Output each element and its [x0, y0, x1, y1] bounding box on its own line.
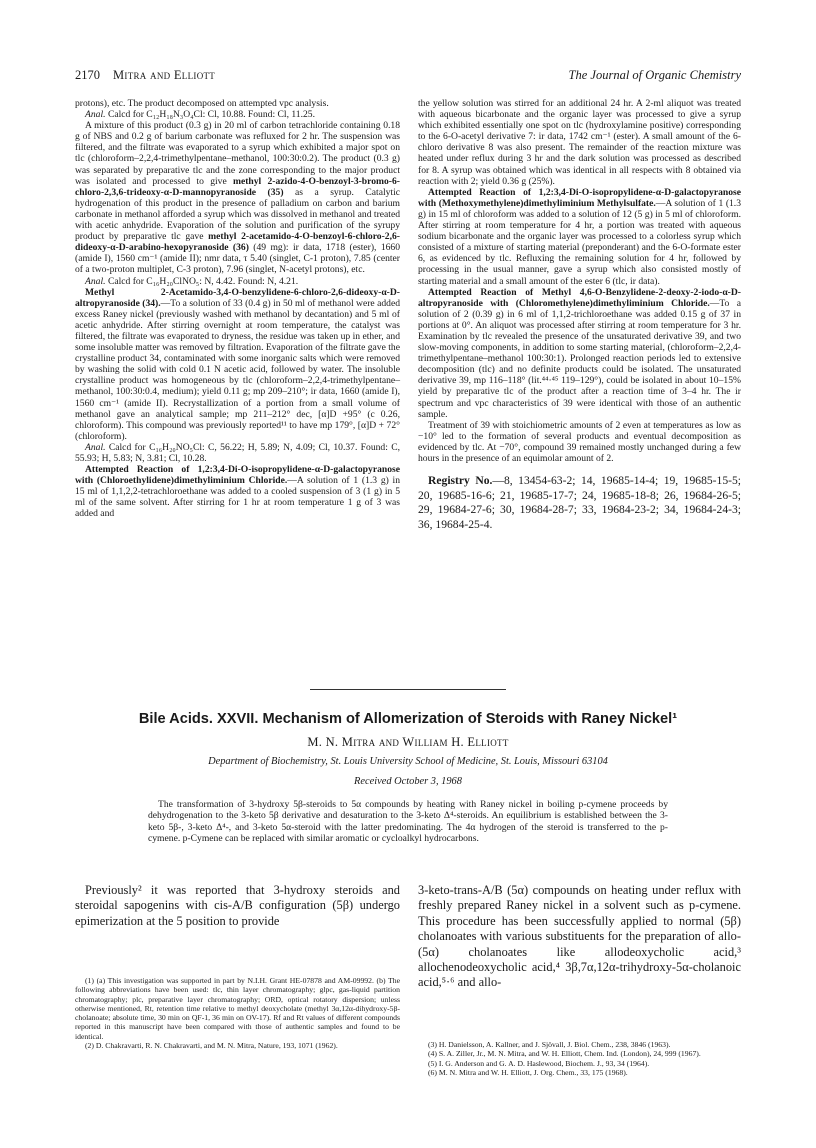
footnote: (6) M. N. Mitra and W. H. Elliott, J. Org. Chem., 33, 175 (1968).: [428, 1067, 628, 1077]
footnotes-left: [75, 976, 400, 1050]
analysis-line: [75, 276, 400, 287]
analysis-line: [75, 109, 400, 120]
text-run: (49 mg): ir data, 1718 (ester), 1660 (amide I), 1560 cm⁻¹ (amide II); nmr data, τ 5.40 (singlet, C-1 proton), 7.85 (center of a two-proton multiplet, C-3 proton), 7.96 (singlet, N-acetyl protons), etc.: [75, 242, 401, 276]
paragraph: Treatment of 39 with stoichiometric amounts of 2 even at temperatures as low as −10° led to the formation of several products and eventual decomposition as evidenced by tlc. At −70°, compound 39 remained mostly unchanged during a few hours in the presence of an equimolar amount of 2.: [418, 419, 741, 464]
section-divider: [310, 689, 506, 690]
registry-label: Registry No.: [428, 474, 493, 488]
journal-name: The Journal of Organic Chemistry: [568, 68, 741, 82]
footnotes-right: [418, 1040, 741, 1077]
intro-left: Previously² it was reported that 3-hydroxy steroids and steroidal sapogenins with cis-A/B configuration (5β) undergo epimerization at the 5 position to provide: [75, 883, 400, 928]
right-column: [418, 98, 741, 532]
paragraph: [418, 287, 741, 420]
left-column: [75, 98, 400, 520]
article-affiliation: Department of Biochemistry, St. Louis University School of Medicine, St. Louis, Missouri 63104: [208, 756, 608, 767]
text-run: —A solution of 1 (1.3 g) in 15 ml of 1,1,2,2-tetrachloroethane was added to a cooled suspension of 3 (1 g) in 5 ml of the same solvent. After stirring for 1 hr at room temperature 1 g of 3 was added and: [75, 475, 401, 520]
section-heading: Attempted Reaction of 1,2:3,4-Di-O-isopropylidene-α-D-galactopyranose with (Methoxymethylene)dimethyliminium Methylsulfate.: [418, 186, 741, 209]
anal-label: Anal.: [85, 441, 106, 453]
compound-name: methyl 2-azido-4-O-benzoyl-3-bromo-6-chloro-2,3,6-trideoxy-α-D-mannopyranoside (35): [75, 175, 400, 198]
footnote: (3) H. Danielsson, A. Kallner, and J. Sjövall, J. Biol. Chem., 238, 3846 (1963).: [428, 1040, 671, 1049]
article-title: Bile Acids. XXVII. Mechanism of Allomerization of Steroids with Raney Nickel¹: [138, 711, 678, 727]
paragraph: protons), etc. The product decomposed on attempted vpc analysis.: [75, 98, 329, 109]
received-date: Received October 3, 1968: [354, 776, 462, 787]
intro-right: 3-keto-trans-A/B (5α) compounds on heating under reflux with freshly prepared Raney nickel in a solvent such as p-cymene. This procedure has been successfully applied to normal (5β) cholanoates with various substituents for the preparation of allo-(5α) cholanoates like allodeoxycholic acid,³ allochenodeoxycholic acid,⁴ 3β,7α,12α-trihydroxy-5α-cholanoic acid,⁵·⁶ and allo-: [418, 883, 741, 990]
registry-text: —8, 13454-63-2; 14, 19685-14-4; 19, 19685-15-5; 20, 19685-16-6; 21, 19685-17-7; 24, 19685-18-8; 26, 19684-26-5; 29, 19684-27-6; 30, 19684-28-7; 33, 19684-23-2; 34, 19684-24-3; 36, 19684-25-4.: [418, 474, 741, 531]
text-run: A mixture of this product (0.3 g) in 20 ml of carbon tetrachloride containing 0.18 g of NBS and 0.2 g of barium carbonate was refluxed for 2 hr. The suspension was filtered, and the filtrate was evaporated to a syrup which exhibited a major spot on tlc (chloroform–2,2,4-trimethylpentane–methanol, 100:30:0.2). The product (0.3 g) was separated by preparative tlc and the zone corresponding to the major product was isolated and processed to give: [75, 120, 400, 187]
paragraph: the yellow solution was stirred for an additional 24 hr. A 2-ml aliquot was treated with aqueous bicarbonate and the organic layer was processed to give a syrup which exhibited essentially one spot on tlc (hydroxylamine positive) corresponding to the 6-O-acetyl derivative 7: ir data, 1742 cm⁻¹ (ester). A small amount of the 6-chloro derivative 8 was also present. The remainder of the reaction mixture was heated under reflux during 3 hr and the dark solution was processed as described for 8. A syrup was obtained which was identical in all respects with 8 obtained via reaction with 2; yield 0.36 g (25%).: [418, 98, 741, 187]
article-authors: M. N. Mitra and William H. Elliott: [307, 735, 509, 749]
anal-text: Calcd for C₁₆H₂₀ClNO₅: N, 4.42. Found: N, 4.21.: [107, 275, 299, 287]
anal-label: Anal.: [85, 109, 106, 121]
paragraph: [75, 464, 400, 519]
running-header: [75, 68, 741, 84]
text-run: —A solution of 1 (1.3 g) in 15 ml of chloroform was added to a solution of 12 (5 g) in 5 ml of chloroform. After stirring at room temperature for 4 hr, a portion was treated with aqueous sodium bicarbonate and the organic layer was processed to a colorless syrup which consisted of a mixture of starting material (preponderant) and the 6-O-formate ester 6, as evidenced by tlc. Refluxing the remaining solution for 4 hr, followed by processing in the usual manner, gave a syrup which also consisted mostly of starting material and a small amount of the ester 6 (tlc, ir data).: [418, 197, 742, 287]
anal-label: Anal.: [85, 275, 106, 287]
page-number: 2170: [75, 68, 100, 82]
paragraph: [418, 187, 741, 287]
text-run: as a syrup. Catalytic hydrogenation of this product in the presence of palladium on carbon and barium carbonate in methanol afforded a syrup which was dissolved in methanol and treated with acetic anhydride. Evaporation of the solution and purification of the syrupy product by preparative tlc gave: [75, 186, 401, 243]
footnote: (2) D. Chakravarti, R. N. Chakravarti, and M. N. Mitra, Nature, 193, 1071 (1962).: [85, 1041, 338, 1051]
section-heading: Attempted Reaction of Methyl 4,6-O-Benzylidene-2-deoxy-2-iodo-α-D-altropyranoside with (Chloromethylene)dimethyliminium Chloride.: [418, 286, 741, 309]
registry-numbers: [418, 474, 741, 532]
section-heading: Attempted Reaction of 1,2:3,4-Di-O-isopropylidene-α-D-galactopyranose with (Chloroethylidene)dimethyliminium Chloride.: [75, 464, 400, 487]
footnote: (4) S. A. Ziller, Jr., M. N. Mitra, and W. H. Elliott, Chem. Ind. (London), 24, 999 (1967).: [428, 1049, 701, 1059]
analysis-line: [75, 442, 400, 464]
anal-text: Calcd for C₁₆H₂₀NO₅Cl: C, 56.22; H, 5.89; N, 4.09; Cl, 10.37. Found: C, 55.93; H, 5.83; N, 3.81; Cl, 10.28.: [75, 441, 400, 464]
section-heading: Methyl 2-Acetamido-3,4-O-benzylidene-6-chloro-2,6-dideoxy-α-D-altropyranoside (34).: [75, 286, 400, 309]
paragraph: [75, 120, 400, 275]
footnote: (5) I. G. Anderson and G. A. D. Haslewood, Biochem. J., 93, 34 (1964).: [428, 1058, 650, 1068]
abstract: The transformation of 3-hydroxy 5β-steroids to 5α compounds by heating with Raney nickel in boiling p-cymene proceeds by dehydrogenation to the 3-keto 5β derivative and desaturation to the 3-keto Δ⁴-steroids. An equilibrium is established between the 3-keto 5β-, 3-keto Δ⁴-, and 3-keto 5α-steroid with the latter predominating. The 4α hydrogen of the steroid is transferred to the p-cymene. p-Cymene can be replaced with similar aromatic or cycloalkyl hydrocarbons.: [148, 799, 668, 845]
paragraph: [75, 287, 400, 442]
compound-name: methyl 2-acetamido-4-O-benzoyl-6-chloro-2,6-dideoxy-α-D-arabino-hexopyranoside (36): [75, 231, 400, 254]
running-authors: Mitra and Elliott: [113, 68, 216, 82]
anal-text: Calcd for C₁₂H₁₈N₃O₄Cl: Cl, 10.88. Found: Cl, 11.25.: [107, 109, 315, 121]
text-run: —To a solution of 2 (0.39 g) in 6 ml of 1,1,2-trichloroethane was added 0.15 g of 37 in portions at 0°. An aliquot was processed after stirring at room temperature for 3 hr. Examination by tlc revealed the presence of the unsaturated derivative 39, and two slow-moving components, in addition to some starting material, (chloroform–2,2,4-trimethylpentane–methanol 100:30:1). Prolonged reaction periods led to extensive decomposition (tlc) and no definite products could be isolated. The unsaturated derivative 39, mp 116–118° (lit.⁴⁴·⁴⁵ 119–129°), could be isolated in about 10–15% yield by preparative tlc of the product after a reaction time of 3–4 hr. The ir spectrum and vpc characteristics of 39 were identical with those of an authentic sample.: [418, 297, 741, 420]
text-run: —To a solution of 33 (0.4 g) in 50 ml of methanol were added excess Raney nickel (previously washed with methanol by decantation) and 5 ml of acetic anhydride. After stirring overnight at room temperature, the catalyst was filtered, the filtrate was evaporated to dryness, the residue was taken up in ether, and some insoluble matter was removed by filtration. Evaporation of the filtrate gave the crystalline product 34, contaminated with some inorganic salts which were removed by washing the solid with cold 0.1 N acetic acid, followed by water. The insoluble crystalline product was homogeneous by tlc (chloroform–2,2,4-trimethylpentane–methanol, 100:30:0.4, medium); yield 0.11 g; mp 209–210°; ir data, 1660 (amide I), 1560 cm⁻¹ (amide II). Recrystallization of a portion from a small volume of methanol gave an analytical sample; mp 211–212° dec, [α]D +95° (c 0.26, chloroform). This compound was previously reported¹¹ to have mp 179°, [α]D + 72° (chloroform).: [75, 297, 400, 442]
footnote: (1) (a) This investigation was supported in part by N.I.H. Grant HE-07878 and AM-09992. (b) The following abbreviations have been used: tlc, thin layer chromatography; glpc, gas-liquid partition chromatography; plc, preparative layer chromatography; ORD, optical rotatory dispersion; unless otherwise mentioned, Rt, retention time relative to methyl deoxycholate (methyl 3α,12α-dihydroxy-5β-cholanoate; absolute time, 30 min on QF-1, 36 min on OV-17). Rf and Rt values of different compounds reported in this manuscript have been compared with those of authentic samples and found to be identical.: [75, 976, 400, 1041]
